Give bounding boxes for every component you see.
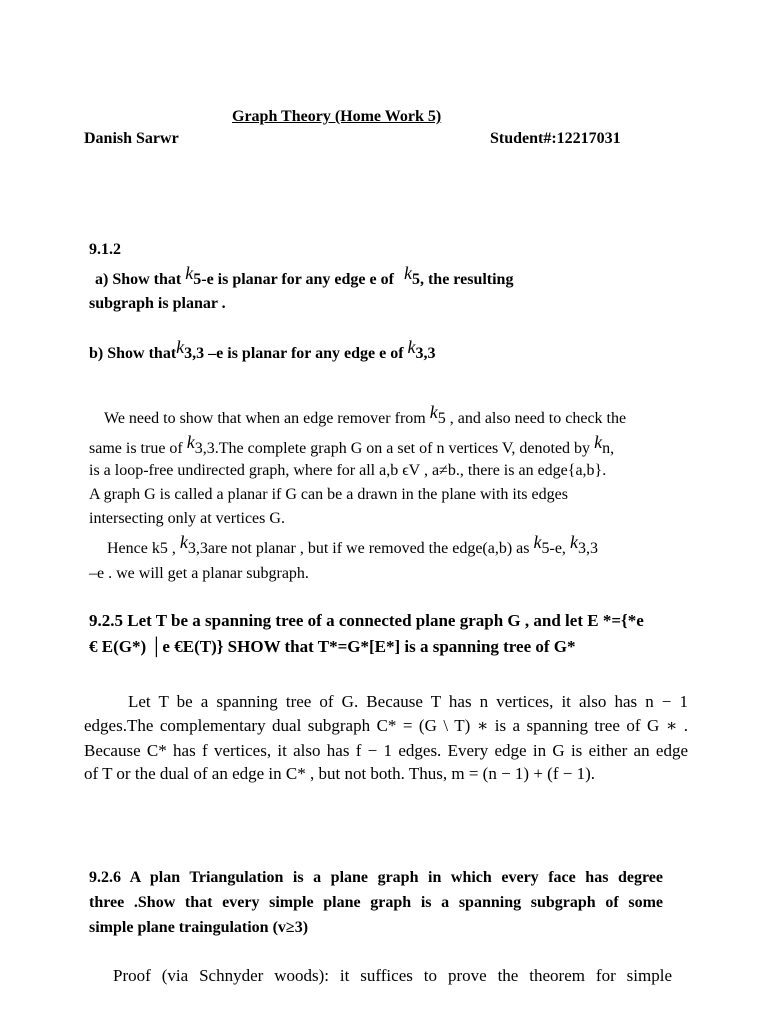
question-number: 9.1.2: [89, 241, 121, 258]
k-symbol: k: [185, 263, 194, 283]
answer-line: Hence k5 , k3,3are not planar , but if we removed the edge(a,b) as k5-e, k3,3: [107, 532, 598, 557]
k-symbol: k: [569, 532, 578, 552]
question-925-line1: 9.2.5 Let T be a spanning tree of a connected plane graph G , and let E *={*e: [89, 611, 644, 630]
answer-line: edges.The complementary dual subgraph C* = (G \ T) ∗ is a spanning tree of G ∗ .: [84, 716, 688, 735]
answer-line: We need to show that when an edge remover from k5 , and also need to check the: [104, 402, 627, 427]
question-b-prefix: b): [89, 345, 104, 362]
question-a-line2: subgraph is planar .: [89, 295, 226, 312]
answer-line: same is true of k3,3.The complete graph G on a set of n vertices V, denoted by kn,: [89, 432, 615, 457]
k-symbol: k: [429, 402, 438, 422]
question-926-line1: 9.2.6 A plan Triangulation is a plane graph in which every face has degree: [89, 869, 663, 886]
answer-line: Because C* has f vertices, it also has f − 1 edges. Every edge in G is either an edge: [84, 741, 688, 760]
question-926-line2: three .Show that every simple plane graph is a spanning subgraph of some: [89, 894, 663, 911]
question-b: b) Show thatk3,3 –e is planar for any edge e of k3,3: [89, 337, 436, 362]
k-symbol: k: [533, 532, 542, 552]
k-symbol: k: [179, 532, 188, 552]
question-a-line1: a) Show that k5-e is planar for any edge e of k5, the resulting: [95, 263, 514, 288]
question-a-prefix: a): [95, 271, 109, 288]
answer-line: Let T be a spanning tree of G. Because T has n vertices, it also has n − 1: [128, 692, 688, 711]
answer-line: intersecting only at vertices G.: [89, 510, 285, 527]
k-symbol: k: [186, 432, 195, 452]
student-number: Student#:12217031: [490, 130, 621, 147]
question-925-line2: € E(G*) │e €E(T)} SHOW that T*=G*[E*] is a spanning tree of G*: [89, 637, 576, 656]
answer-line: A graph G is called a planar if G can be a drawn in the plane with its edges: [89, 486, 568, 503]
k-symbol: k: [176, 337, 185, 357]
k-symbol: k: [594, 432, 603, 452]
k-symbol: k: [403, 263, 412, 283]
k-symbol: k: [407, 337, 416, 357]
question-926-line3: simple plane traingulation (v≥3): [89, 919, 309, 936]
answer-line: –e . we will get a planar subgraph.: [89, 565, 309, 582]
proof-line: Proof (via Schnyder woods): it suffices to prove the theorem for simple: [113, 966, 672, 985]
document-title: Graph Theory (Home Work 5): [232, 108, 442, 125]
answer-line: of T or the dual of an edge in C* , but not both. Thus, m = (n − 1) + (f − 1).: [84, 764, 595, 783]
student-name: Danish Sarwr: [84, 130, 179, 147]
answer-line: is a loop-free undirected graph, where for all a,b ϵV , a≠b., there is an edge{a,b}.: [89, 462, 607, 479]
